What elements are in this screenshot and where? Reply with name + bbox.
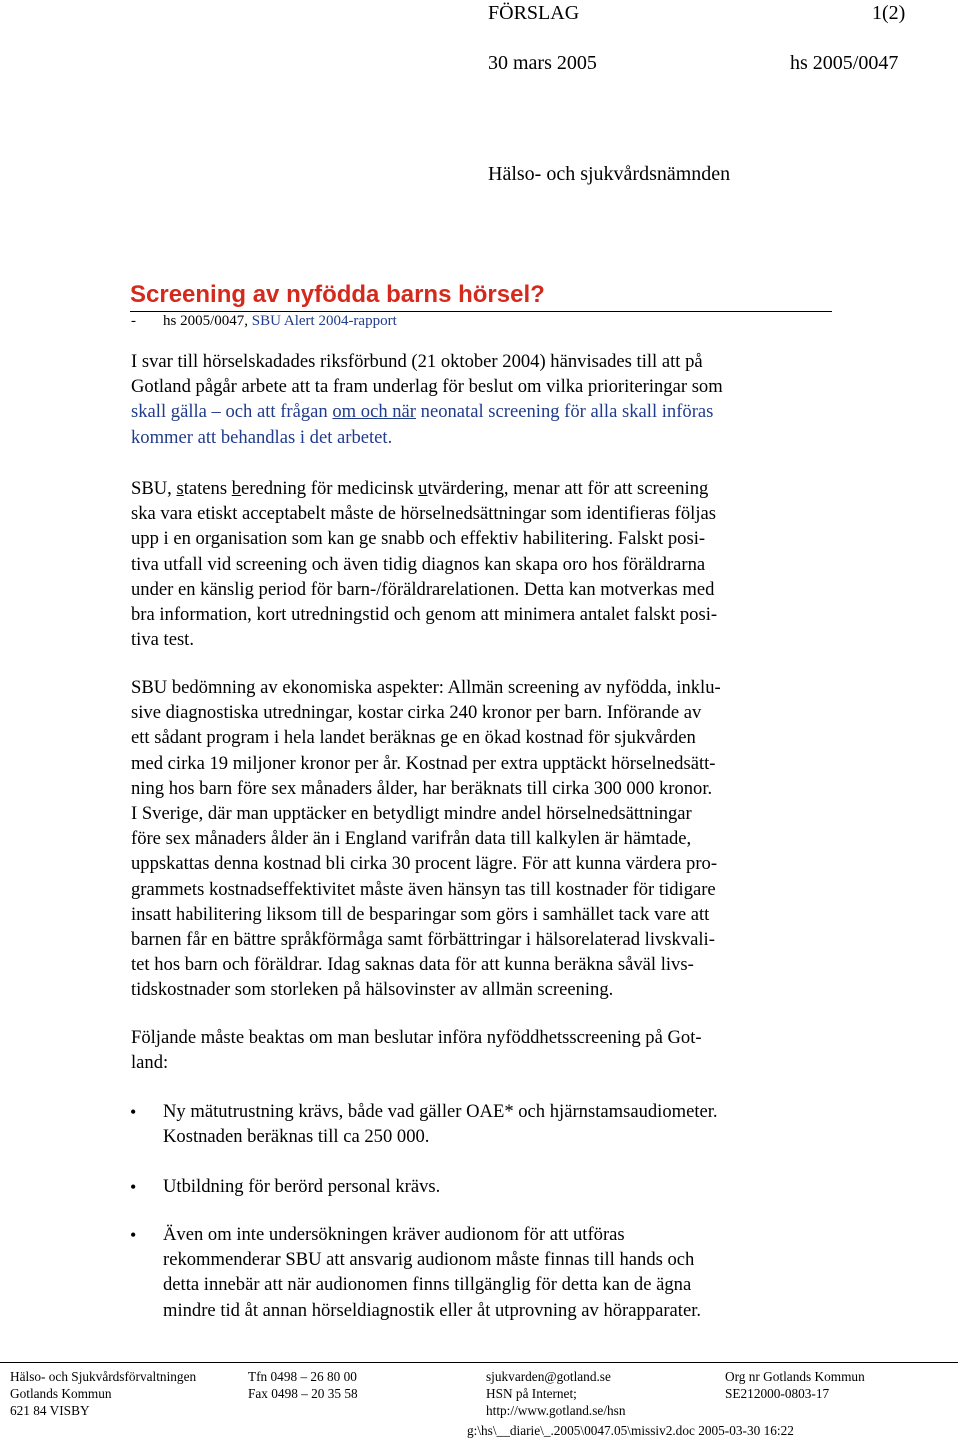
bullet-item-training <box>163 1174 843 1199</box>
document-status: FÖRSLAG <box>488 2 580 24</box>
footer-address <box>10 1368 196 1419</box>
paragraph-1 <box>131 349 836 450</box>
reference-dash: - <box>131 313 136 329</box>
text-underlined: om och när <box>332 401 417 423</box>
text-line: Utbildning för berörd personal krävs. <box>163 1176 441 1197</box>
text-line: tidskostnader som storleken på hälsovinster av allmän screening. <box>131 979 614 1001</box>
paragraph-4 <box>131 1025 836 1075</box>
text-underlined: s <box>176 478 184 499</box>
text-line: före sex månaders ålder än i England varifrån data till kalkylen är hämtade, <box>131 828 692 850</box>
case-number: hs 2005/0047 <box>790 52 899 74</box>
footer-rule <box>0 1362 958 1363</box>
reference-line <box>163 313 397 330</box>
text-line: insatt habilitering liksom till de besparingar som görs i samhället tack vare att <box>131 903 710 925</box>
text-line: med cirka 19 miljoner kronor per år. Kostnad per extra upptäckt hörselnedsätt- <box>131 752 716 774</box>
text-line: kommer att behandlas i det arbetet. <box>131 426 393 448</box>
text-span: SBU, <box>131 478 177 499</box>
text-line: Kostnaden beräknas till ca 250 000. <box>163 1126 430 1148</box>
text-underlined: b <box>231 478 242 499</box>
bullet-icon: • <box>130 1177 137 1197</box>
text-line: Ny mätutrustning krävs, både vad gäller OAE* och hjärnstamsaudiometer. <box>163 1101 718 1122</box>
text-line: SBU bedömning av ekonomiska aspekter: Allmän screening av nyfödda, inklu- <box>131 677 721 698</box>
text-line: upp i en organisation som kan ge snabb och effektiv habilitering. Falskt posi- <box>131 528 706 550</box>
footer-contact <box>486 1368 626 1419</box>
paragraph-2 <box>131 476 836 652</box>
footer-email-link[interactable]: sjukvarden@gotland.se <box>486 1369 611 1384</box>
footer-web-link[interactable]: http://www.gotland.se/hsn <box>486 1403 626 1418</box>
title-underline <box>130 311 832 312</box>
text-line: I svar till hörselskadades riksförbund (21 oktober 2004) hänvisades till att på <box>131 351 703 372</box>
text-line: tiva test. <box>131 629 194 651</box>
text-span: skall gälla – och att frågan <box>131 401 333 423</box>
text-span: tvärdering, menar att för att screening <box>427 478 709 499</box>
text-span: neonatal screening för alla skall införas <box>416 401 714 423</box>
text-line: tet hos barn och föräldrar. Idag saknas data för att kunna beräkna såväl livs- <box>131 954 694 976</box>
footer-line: Gotlands Kommun <box>10 1386 112 1401</box>
text-underlined: u <box>418 478 428 499</box>
text-line: Följande måste beaktas om man beslutar införa nyföddhetsscreening på Got- <box>131 1027 702 1048</box>
bullet-icon: • <box>130 1102 137 1122</box>
page-number: 1(2) <box>872 2 906 24</box>
text-line: Gotland pågår arbete att ta fram underlag för beslut om vilka prioriteringar som <box>131 376 723 398</box>
footer-line: Tfn 0498 – 26 80 00 <box>248 1369 357 1384</box>
footer-file-path: g:\hs\__diarie\_.2005\0047.05\missiv2.doc 2005-03-30 16:22 <box>467 1423 794 1438</box>
footer-line: HSN på Internet; <box>486 1386 577 1401</box>
footer-line: Hälso- och Sjukvårdsförvaltningen <box>10 1369 197 1384</box>
document-date: 30 mars 2005 <box>488 52 597 74</box>
text-line: under en känslig period för barn-/föräldrarelationen. Detta kan motverkas med <box>131 578 715 600</box>
bullet-item-equipment <box>163 1099 843 1149</box>
text-line: ett sådant program i hela landet beräknas ge en ökad kostnad för sjukvården <box>131 727 696 749</box>
page-title: Screening av nyfödda barns hörsel? <box>130 281 545 308</box>
footer-line: Fax 0498 – 20 35 58 <box>248 1386 358 1401</box>
text-line: barnen får en bättre språkförmåga samt förbättringar i hälsorelaterad livskvali- <box>131 929 715 951</box>
footer-line: SE212000-0803-17 <box>725 1386 830 1401</box>
text-line: mindre tid åt annan hörseldiagnostik eller åt utprovning av hörapparater. <box>163 1299 702 1321</box>
bullet-item-audionom <box>163 1222 843 1323</box>
text-line: rekommenderar SBU att ansvarig audionom måste finnas till hands och <box>163 1249 695 1271</box>
text-line: ska vara etiskt acceptabelt måste de hörselnedsättningar som identifieras följas <box>131 503 716 525</box>
text-line: tiva utfall vid screening och även tidig diagnos kan skapa oro hos föräldrarna <box>131 553 706 575</box>
text-line <box>131 476 836 501</box>
text-line: I Sverige, där man upptäcker en betydligt mindre andel hörselnedsättningar <box>131 803 692 825</box>
text-line: sive diagnostiska utredningar, kostar cirka 240 kronor per barn. Införande av <box>131 702 702 724</box>
footer-line: Org nr Gotlands Kommun <box>725 1369 865 1384</box>
text-line: detta innebär att när audionomen finns tillgänglig för detta kan de ägna <box>163 1274 692 1296</box>
text-line: grammets kostnadseffektivitet måste även hänsyn tas till kostnader för tidigare <box>131 878 716 900</box>
bullet-icon: • <box>130 1225 137 1245</box>
text-span: tatens <box>183 478 232 499</box>
recipient: Hälso- och sjukvårdsnämnden <box>488 163 731 185</box>
footer-phone <box>248 1368 358 1402</box>
text-span: eredning för medicinsk <box>241 478 419 499</box>
footer-org <box>725 1368 865 1402</box>
paragraph-3 <box>131 675 836 1003</box>
text-line: land: <box>131 1052 169 1074</box>
reference-case: hs 2005/0047, <box>163 313 252 329</box>
text-line <box>131 399 836 424</box>
reference-link[interactable]: SBU Alert 2004-rapport <box>251 313 397 329</box>
text-line: ning hos barn före sex månaders ålder, har beräknats till cirka 300 000 kronor. <box>131 777 713 799</box>
text-line: uppskattas denna kostnad bli cirka 30 procent lägre. För att kunna värdera pro- <box>131 853 718 875</box>
text-line: Även om inte undersökningen kräver audionom för att utföras <box>163 1224 625 1245</box>
text-line: bra information, kort utredningstid och genom att minimera antalet falskt posi- <box>131 604 718 626</box>
footer-line: 621 84 VISBY <box>10 1403 90 1418</box>
